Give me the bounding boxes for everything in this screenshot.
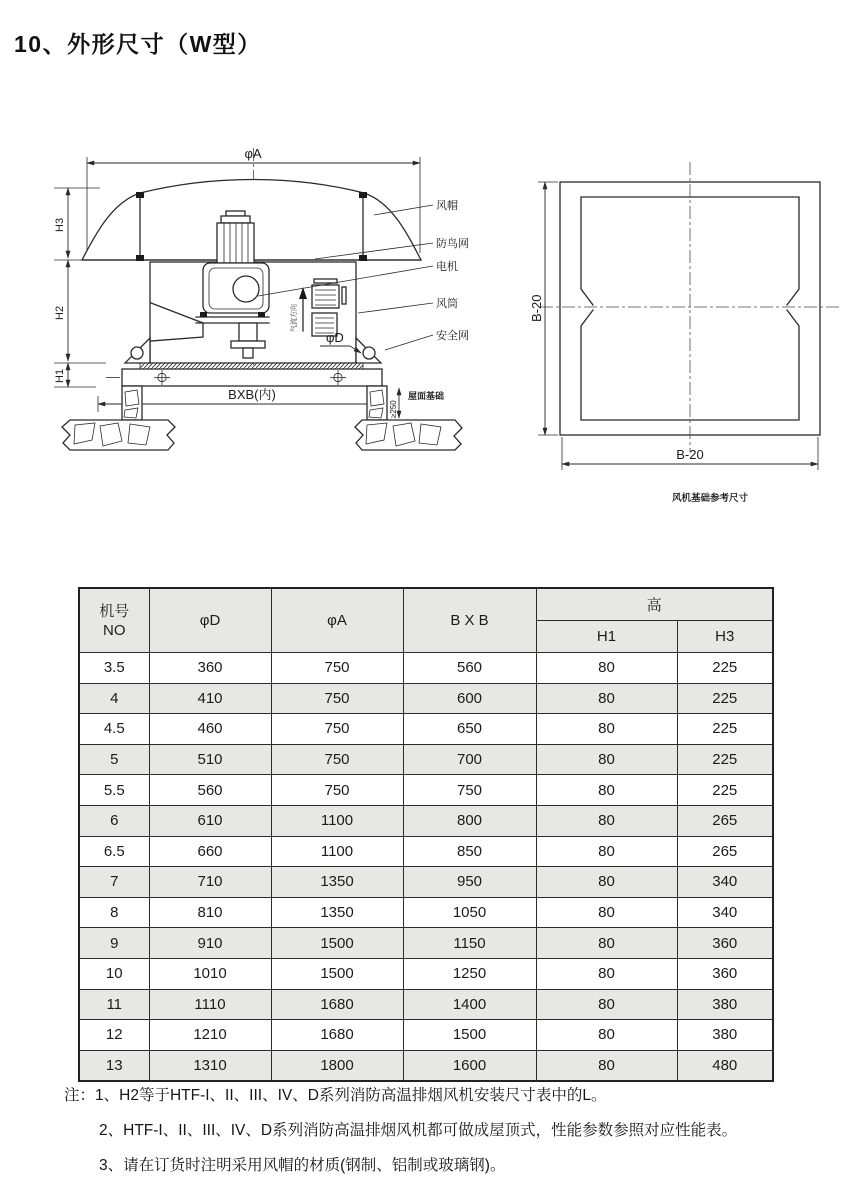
table-cell: 7 [79,867,149,898]
dim-heights [54,188,106,387]
table-cell: 1150 [403,928,536,959]
callout-duct: 风筒 [436,298,458,310]
table-cell: 1800 [271,1050,403,1081]
callout-wind-cap: 风帽 [436,200,458,212]
table-cell: 1100 [271,836,403,867]
table-cell: 80 [536,1020,677,1051]
table-cell: 910 [149,928,271,959]
table-row [79,714,773,745]
note-line-2 [64,1113,737,1148]
note-line-1 [64,1078,737,1113]
table-row [79,836,773,867]
fan-base-plan [529,162,842,504]
note-item-2: 2、HTF-I、II、III、IV、D系列消防高温排烟风机都可做成屋顶式，性能参数参照对应性能表。 [99,1122,738,1139]
table-cell: 1110 [149,989,271,1020]
table-cell: 265 [677,805,773,836]
table-cell: 710 [149,867,271,898]
dim-bxb-label: BXB(内) [228,387,276,402]
col-header-phi-d: φD [149,588,271,653]
col-header-bxb: B X B [403,588,536,653]
table-cell: 225 [677,775,773,806]
col-header-h1: H1 [536,621,677,653]
table-cell: 750 [271,683,403,714]
base-frame [106,369,382,386]
table-cell: 810 [149,897,271,928]
table-cell: 750 [271,744,403,775]
col-header-h3: H3 [677,621,773,653]
note-line-3 [64,1148,737,1183]
fan-side-view [54,146,469,450]
table-cell: 360 [677,958,773,989]
table-cell: 360 [677,928,773,959]
table-cell: 460 [149,714,271,745]
table-cell: 80 [536,653,677,684]
base-outer-square [560,182,820,435]
table-cell: 660 [149,836,271,867]
col-header-no [79,588,149,653]
dim-b20-bottom [562,437,818,470]
table-cell: 600 [403,683,536,714]
table-cell: 13 [79,1050,149,1081]
table-cell: 225 [677,653,773,684]
table-cell: 480 [677,1050,773,1081]
dim-b20-left [529,182,558,435]
table-cell: 80 [536,744,677,775]
table-cell: 650 [403,714,536,745]
table-cell: 80 [536,867,677,898]
note-item-1: 1、H2等于HTF-I、II、III、IV、D系列消防高温排烟风机安装尺寸表中的L。 [95,1087,607,1104]
col-header-no-cn: 机号 [99,602,130,620]
table-row [79,775,773,806]
table-cell: 380 [677,1020,773,1051]
table-cell: 80 [536,714,677,745]
table-cell: 80 [536,683,677,714]
col-header-phi-a: φA [271,588,403,653]
table-cell: 6 [79,805,149,836]
col-header-no-en: NO [103,621,126,639]
table-cell: 800 [403,805,536,836]
table-cell: 3.5 [79,653,149,684]
notes [64,1078,737,1183]
table-cell: 1600 [403,1050,536,1081]
table-cell: 5.5 [79,775,149,806]
table-cell: 750 [271,775,403,806]
table-cell: 1350 [271,867,403,898]
safety-net-strip [140,363,363,369]
rubble-footings [62,420,462,450]
dimension-table-body [79,653,773,1082]
table-cell: 1250 [403,958,536,989]
table-cell: 1350 [271,897,403,928]
dim-phi-a-label: φA [244,146,262,161]
table-row [79,805,773,836]
table-cell: 1050 [403,897,536,928]
table-row [79,683,773,714]
table-row [79,1020,773,1051]
dim-min250-label: ≥250 [389,400,398,418]
dim-b20-bottom-label: B-20 [676,447,704,462]
dim-min250 [389,388,399,418]
table-cell: 225 [677,683,773,714]
page-title: 10、外形尺寸（W型） [14,31,262,57]
table-cell: 80 [536,897,677,928]
table-row [79,867,773,898]
note-item-3: 3、请在订货时注明采用风帽的材质(钢制、铝制或玻璃钢)。 [99,1157,506,1174]
dim-b20-left-label: B-20 [529,294,544,322]
dim-h1-label: H1 [54,368,66,383]
table-cell: 1310 [149,1050,271,1081]
dimension-table [78,587,774,1082]
table-cell: 410 [149,683,271,714]
table-row [79,989,773,1020]
table-cell: 225 [677,744,773,775]
table-cell: 560 [149,775,271,806]
outline-drawings [0,0,850,560]
table-cell: 1010 [149,958,271,989]
table-cell: 700 [403,744,536,775]
table-cell: 1500 [271,928,403,959]
table-cell: 850 [403,836,536,867]
table-row [79,897,773,928]
airflow-label: 气流方向 [291,304,298,332]
table-cell: 340 [677,897,773,928]
table-cell: 80 [536,928,677,959]
callout-bird-net: 防鸟网 [436,238,469,250]
table-row [79,653,773,684]
table-cell: 950 [403,867,536,898]
table-cell: 4 [79,683,149,714]
table-cell: 265 [677,836,773,867]
table-cell: 1680 [271,989,403,1020]
dim-h2-label: H2 [54,305,66,320]
table-cell: 5 [79,744,149,775]
table-cell: 750 [403,775,536,806]
table-header-row-1 [79,588,773,621]
table-cell: 610 [149,805,271,836]
table-cell: 560 [403,653,536,684]
table-cell: 9 [79,928,149,959]
table-cell: 6.5 [79,836,149,867]
table-cell: 1680 [271,1020,403,1051]
table-cell: 80 [536,958,677,989]
dim-h3-label: H3 [54,217,66,232]
table-cell: 360 [149,653,271,684]
table-cell: 1500 [271,958,403,989]
base-plan-caption: 风机基础参考尺寸 [671,493,749,504]
table-cell: 340 [677,867,773,898]
table-row [79,928,773,959]
table-cell: 80 [536,989,677,1020]
table-row [79,1050,773,1081]
table-cell: 380 [677,989,773,1020]
table-cell: 1210 [149,1020,271,1051]
table-cell: 4.5 [79,714,149,745]
table-cell: 80 [536,1050,677,1081]
callout-motor: 电机 [436,261,458,273]
table-cell: 11 [79,989,149,1020]
table-cell: 750 [271,714,403,745]
table-cell: 80 [536,805,677,836]
table-cell: 1100 [271,805,403,836]
roof-base-label: 屋面基础 [408,391,445,401]
notes-prefix: 注： [64,1087,96,1104]
table-cell: 510 [149,744,271,775]
table-cell: 80 [536,836,677,867]
table-cell: 225 [677,714,773,745]
table-cell: 80 [536,775,677,806]
table-row [79,744,773,775]
table-row [79,958,773,989]
table-cell: 1400 [403,989,536,1020]
table-cell: 8 [79,897,149,928]
table-cell: 1500 [403,1020,536,1051]
table-cell: 12 [79,1020,149,1051]
col-header-height: 高 [536,588,773,621]
callout-safety-net: 安全网 [436,330,469,342]
table-cell: 10 [79,958,149,989]
dim-phi-d-label: φD [326,330,344,345]
table-cell: 750 [271,653,403,684]
